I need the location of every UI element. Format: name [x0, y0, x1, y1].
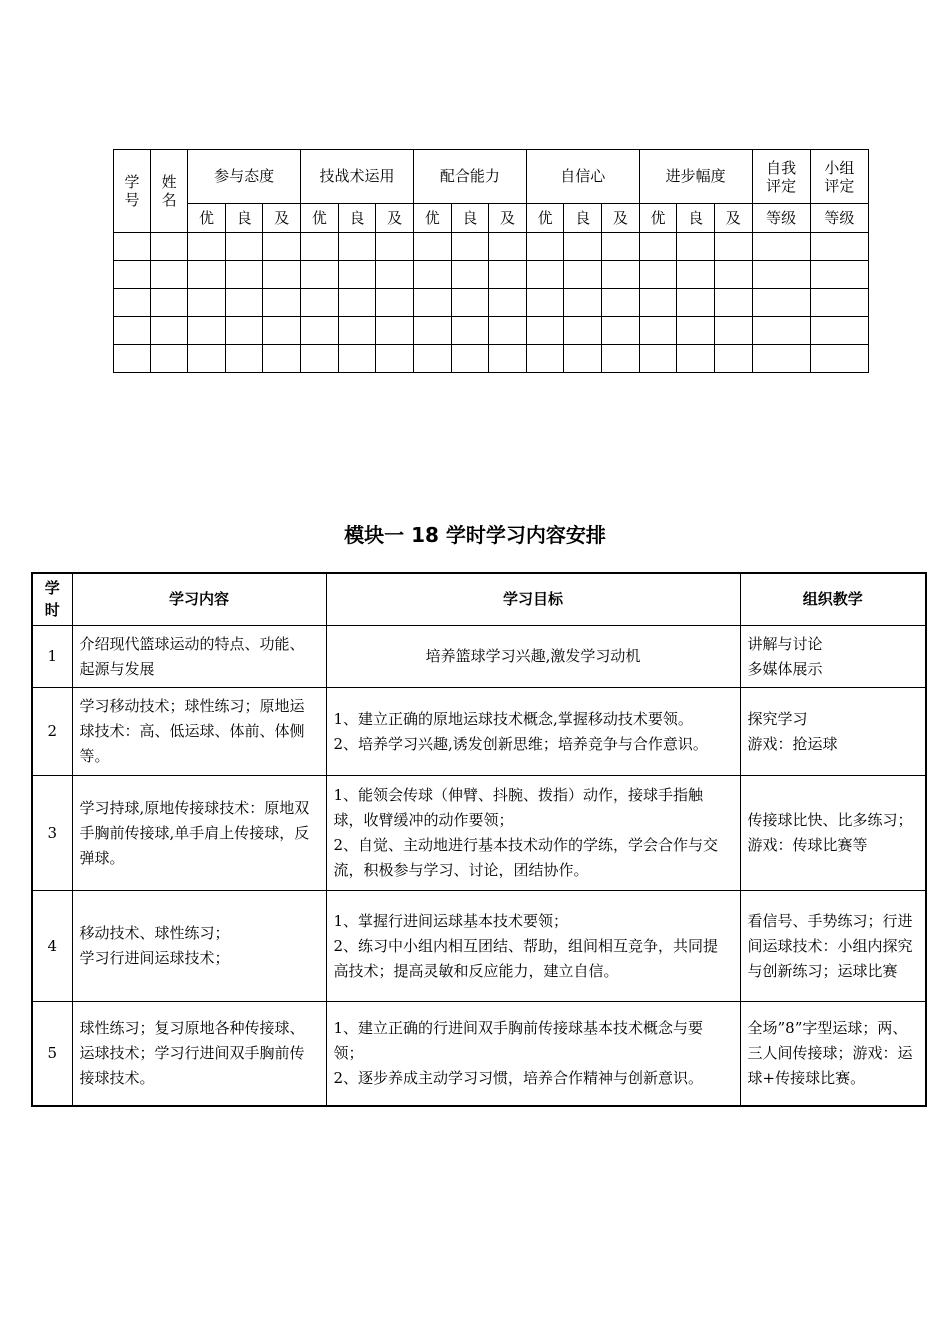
empty-cell — [752, 289, 810, 317]
organization-cell: 看信号、手势练习；行进间运球技术：小组内探究与创新练习；运球比赛 — [740, 891, 926, 1002]
empty-cell — [114, 233, 151, 261]
empty-cell — [188, 317, 226, 345]
table-row — [32, 688, 926, 776]
organization-line: 游戏：抢运球 — [747, 734, 838, 753]
empty-cell — [225, 345, 263, 373]
organization-header: 组织教学 — [740, 573, 926, 626]
empty-cell — [489, 289, 527, 317]
table-row — [32, 891, 926, 1002]
empty-cell — [151, 289, 188, 317]
empty-cell — [301, 345, 339, 373]
empty-cell — [451, 345, 489, 373]
level-label: 等级 — [752, 204, 810, 233]
empty-cell — [810, 317, 868, 345]
content-line: 学习行进间运球技术； — [79, 949, 230, 967]
empty-cell — [376, 261, 414, 289]
eval-body — [114, 233, 869, 373]
table-row — [114, 345, 869, 373]
organization-cell: 全场”8”字型运球；两、三人间传接球；游戏：运球+传接球比赛。 — [740, 1002, 926, 1106]
student-id-header: 学号 — [114, 150, 151, 233]
grade-label: 及 — [489, 204, 527, 233]
empty-cell — [810, 233, 868, 261]
empty-cell — [677, 289, 715, 317]
empty-cell — [639, 345, 677, 373]
empty-cell — [376, 233, 414, 261]
empty-cell — [752, 345, 810, 373]
grade-label: 良 — [225, 204, 263, 233]
empty-cell — [114, 317, 151, 345]
level-label: 等级 — [810, 204, 868, 233]
empty-cell — [526, 317, 564, 345]
hour-cell: 4 — [32, 891, 72, 1002]
empty-cell — [376, 345, 414, 373]
empty-cell — [188, 345, 226, 373]
organization-cell — [740, 626, 926, 688]
content-cell: 学习持球,原地传接球技术：原地双手胸前传接球,单手肩上传接球，反弹球。 — [72, 776, 326, 891]
empty-cell — [677, 345, 715, 373]
organization-cell — [740, 776, 926, 891]
empty-cell — [301, 289, 339, 317]
empty-cell — [810, 289, 868, 317]
empty-cell — [338, 289, 376, 317]
goal-cell — [326, 776, 740, 891]
goal-cell — [326, 891, 740, 1002]
empty-cell — [263, 317, 301, 345]
grade-label: 及 — [376, 204, 414, 233]
empty-cell — [810, 261, 868, 289]
table-row — [114, 261, 869, 289]
grade-label: 优 — [188, 204, 226, 233]
empty-cell — [263, 261, 301, 289]
table-row — [32, 776, 926, 891]
organization-line: 游戏：传球比赛等 — [747, 836, 868, 854]
table-row — [114, 289, 869, 317]
empty-cell — [451, 261, 489, 289]
goal-line: 1、建立正确的行进间双手胸前传接球基本技术概念与要领； — [333, 1018, 704, 1062]
empty-cell — [602, 289, 640, 317]
empty-cell — [338, 261, 376, 289]
goal-line: 1、掌握行进间运球基本技术要领； — [333, 911, 569, 930]
empty-cell — [263, 345, 301, 373]
empty-cell — [376, 289, 414, 317]
hour-cell: 5 — [32, 1002, 72, 1106]
empty-cell — [114, 261, 151, 289]
empty-cell — [301, 233, 339, 261]
empty-cell — [451, 233, 489, 261]
organization-line: 讲解与讨论 — [747, 634, 823, 653]
name-header: 姓名 — [151, 150, 188, 233]
empty-cell — [564, 261, 602, 289]
content-cell: 学习移动技术；球性练习；原地运球技术：高、低运球、体前、体侧等。 — [72, 688, 326, 776]
grade-label: 优 — [526, 204, 564, 233]
empty-cell — [526, 233, 564, 261]
empty-cell — [151, 345, 188, 373]
content-header: 学习内容 — [72, 573, 326, 626]
empty-cell — [752, 233, 810, 261]
table-row — [114, 317, 869, 345]
goal-line: 2、练习中小组内相互团结、帮助，组间相互竞争，共同提高技术；提高灵敏和反应能力，建立自信。 — [333, 936, 719, 980]
goal-line: 培养篮球学习兴趣,激发学习动机 — [425, 647, 641, 665]
group-eval-header: 小组评定 — [810, 150, 868, 204]
empty-cell — [301, 261, 339, 289]
empty-cell — [526, 345, 564, 373]
empty-cell — [225, 289, 263, 317]
empty-cell — [263, 289, 301, 317]
empty-cell — [301, 317, 339, 345]
category-header: 配合能力 — [413, 150, 526, 204]
category-header: 自信心 — [526, 150, 639, 204]
plan-table — [31, 572, 927, 1107]
grade-label: 良 — [677, 204, 715, 233]
empty-cell — [151, 233, 188, 261]
empty-cell — [413, 345, 451, 373]
evaluation-table — [113, 149, 869, 373]
empty-cell — [188, 289, 226, 317]
self-eval-header: 自我评定 — [752, 150, 810, 204]
grade-label: 优 — [639, 204, 677, 233]
goal-line: 2、自觉、主动地进行基本技术动作的学练，学会合作与交流，积极参与学习、讨论，团结协作。 — [333, 836, 719, 879]
hour-cell: 3 — [32, 776, 72, 891]
eval-header-row — [114, 150, 869, 204]
goal-cell — [326, 1002, 740, 1106]
empty-cell — [413, 233, 451, 261]
empty-cell — [225, 233, 263, 261]
empty-cell — [263, 233, 301, 261]
grade-label: 良 — [451, 204, 489, 233]
plan-title: 模块一 18 学时学习内容安排 — [344, 523, 606, 547]
empty-cell — [639, 317, 677, 345]
empty-cell — [677, 261, 715, 289]
plan-header-row — [32, 573, 926, 626]
hour-header: 学时 — [32, 573, 72, 626]
organization-line: 探究学习 — [747, 709, 808, 728]
organization-line: 传接球比快、比多练习； — [747, 811, 913, 829]
content-cell — [72, 891, 326, 1002]
empty-cell — [526, 261, 564, 289]
empty-cell — [714, 317, 752, 345]
empty-cell — [151, 261, 188, 289]
empty-cell — [489, 345, 527, 373]
empty-cell — [639, 233, 677, 261]
organization-cell — [740, 688, 926, 776]
grade-label: 良 — [338, 204, 376, 233]
empty-cell — [376, 317, 414, 345]
table-row — [114, 233, 869, 261]
table-row — [32, 1002, 926, 1106]
content-cell: 球性练习；复习原地各种传接球、运球技术；学习行进间双手胸前传接球技术。 — [72, 1002, 326, 1106]
content-cell: 介绍现代篮球运动的特点、功能、起源与发展 — [72, 626, 326, 688]
empty-cell — [338, 345, 376, 373]
empty-cell — [489, 261, 527, 289]
empty-cell — [677, 317, 715, 345]
empty-cell — [810, 345, 868, 373]
empty-cell — [564, 317, 602, 345]
goal-cell — [326, 688, 740, 776]
empty-cell — [114, 345, 151, 373]
empty-cell — [752, 317, 810, 345]
empty-cell — [752, 261, 810, 289]
empty-cell — [526, 289, 564, 317]
category-header: 参与态度 — [188, 150, 301, 204]
empty-cell — [564, 289, 602, 317]
goal-header: 学习目标 — [326, 573, 740, 626]
empty-cell — [114, 289, 151, 317]
empty-cell — [677, 233, 715, 261]
empty-cell — [564, 233, 602, 261]
empty-cell — [188, 233, 226, 261]
organization-line: 多媒体展示 — [747, 659, 823, 678]
empty-cell — [225, 261, 263, 289]
grade-label: 及 — [714, 204, 752, 233]
empty-cell — [451, 317, 489, 345]
empty-cell — [151, 317, 188, 345]
empty-cell — [451, 289, 489, 317]
empty-cell — [413, 289, 451, 317]
content-line: 移动技术、球性练习； — [79, 924, 230, 942]
goal-line: 2、培养学习兴趣,诱发创新思维；培养竞争与合作意识。 — [333, 734, 708, 753]
empty-cell — [639, 289, 677, 317]
goal-line: 1、能领会传球（伸臂、抖腕、拨指）动作，接球手指触球，收臂缓冲的动作要领； — [333, 786, 704, 829]
grade-label: 及 — [602, 204, 640, 233]
empty-cell — [225, 317, 263, 345]
grade-label: 优 — [413, 204, 451, 233]
empty-cell — [602, 261, 640, 289]
category-header: 进步幅度 — [639, 150, 752, 204]
table-row — [32, 626, 926, 688]
goal-cell — [326, 626, 740, 688]
hour-cell: 1 — [32, 626, 72, 688]
empty-cell — [602, 345, 640, 373]
empty-cell — [338, 317, 376, 345]
grade-label: 优 — [301, 204, 339, 233]
empty-cell — [602, 233, 640, 261]
empty-cell — [714, 261, 752, 289]
hour-cell: 2 — [32, 688, 72, 776]
empty-cell — [714, 345, 752, 373]
empty-cell — [413, 261, 451, 289]
goal-line: 1、建立正确的原地运球技术概念,掌握移动技术要领。 — [333, 709, 693, 728]
eval-subheader-row — [114, 204, 869, 233]
empty-cell — [602, 317, 640, 345]
empty-cell — [564, 345, 602, 373]
empty-cell — [489, 233, 527, 261]
empty-cell — [188, 261, 226, 289]
grade-label: 良 — [564, 204, 602, 233]
empty-cell — [489, 317, 527, 345]
goal-line: 2、逐步养成主动学习习惯，培养合作精神与创新意识。 — [333, 1068, 704, 1087]
category-header: 技战术运用 — [301, 150, 414, 204]
empty-cell — [338, 233, 376, 261]
empty-cell — [639, 261, 677, 289]
empty-cell — [714, 233, 752, 261]
empty-cell — [714, 289, 752, 317]
grade-label: 及 — [263, 204, 301, 233]
empty-cell — [413, 317, 451, 345]
